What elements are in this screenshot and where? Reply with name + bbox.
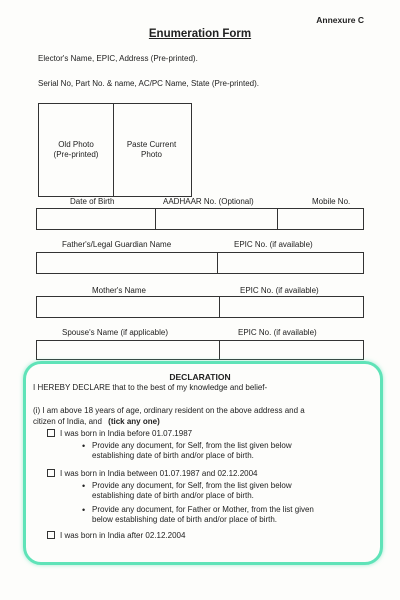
current-photo-box[interactable] (112, 103, 192, 197)
guardian-label: Father's/Legal Guardian Name (62, 240, 172, 249)
mobile-label: Mobile No. (312, 197, 351, 206)
annexure-label: Annexure C (316, 15, 364, 25)
preprinted-line-1: Elector's Name, EPIC, Address (Pre-printed). (38, 54, 198, 63)
spouse-row (36, 340, 364, 360)
option-1-bullet: • Provide any document, for Self, from the list given below establishing date of birth and/or place of birth. (92, 441, 322, 461)
guardian-epic-label: EPIC No. (if available) (234, 240, 313, 249)
declaration-intro: I HEREBY DECLARE that to the best of my knowledge and belief- (33, 383, 268, 392)
option-2[interactable] (47, 469, 258, 480)
option-2-bullet-2: • Provide any document, for Father or Mother, from the list given below establishing date of birth and/or place of birth. (92, 505, 332, 525)
option-3[interactable] (47, 531, 185, 542)
mother-epic-label: EPIC No. (if available) (240, 286, 319, 295)
mother-row (36, 296, 364, 318)
form-title: Enumeration Form (148, 28, 252, 40)
spouse-epic-label: EPIC No. (if available) (238, 328, 317, 337)
dob-label: Date of Birth (70, 197, 115, 206)
guardian-row (36, 252, 364, 274)
declaration-point-1b-line (33, 417, 160, 428)
dob-aadhaar-mobile-row (36, 208, 364, 230)
spouse-label: Spouse's Name (if applicable) (62, 328, 169, 337)
aadhaar-label: AADHAAR No. (Optional) (163, 197, 254, 206)
option-1-checkbox[interactable] (47, 429, 55, 437)
option-1-label: I was born in India before 01.07.1987 (60, 429, 193, 438)
declaration-title: DECLARATION (169, 372, 231, 382)
preprinted-line-2: Serial No, Part No. & name, AC/PC Name, State (Pre-printed). (38, 79, 259, 88)
current-photo-label: Paste Current Photo (126, 140, 177, 159)
old-photo-box (38, 103, 114, 197)
tick-any-one: (tick any one) (108, 417, 160, 426)
old-photo-label: Old Photo (Pre-printed) (53, 140, 99, 159)
mother-label: Mother's Name (92, 286, 146, 295)
declaration-point-1a: (i) I am above 18 years of age, ordinary resident on the above address and a (33, 406, 305, 415)
declaration-point-1b: citizen of India, and (33, 417, 102, 426)
option-3-label: I was born in India after 02.12.2004 (60, 531, 186, 540)
option-2-bullet-1: • Provide any document, for Self, from the list given below establishing date of birth and/or place of birth. (92, 481, 322, 501)
option-1[interactable] (47, 429, 192, 440)
option-3-checkbox[interactable] (47, 531, 55, 539)
option-2-label: I was born in India between 01.07.1987 and 02.12.2004 (60, 469, 258, 478)
option-2-checkbox[interactable] (47, 469, 55, 477)
